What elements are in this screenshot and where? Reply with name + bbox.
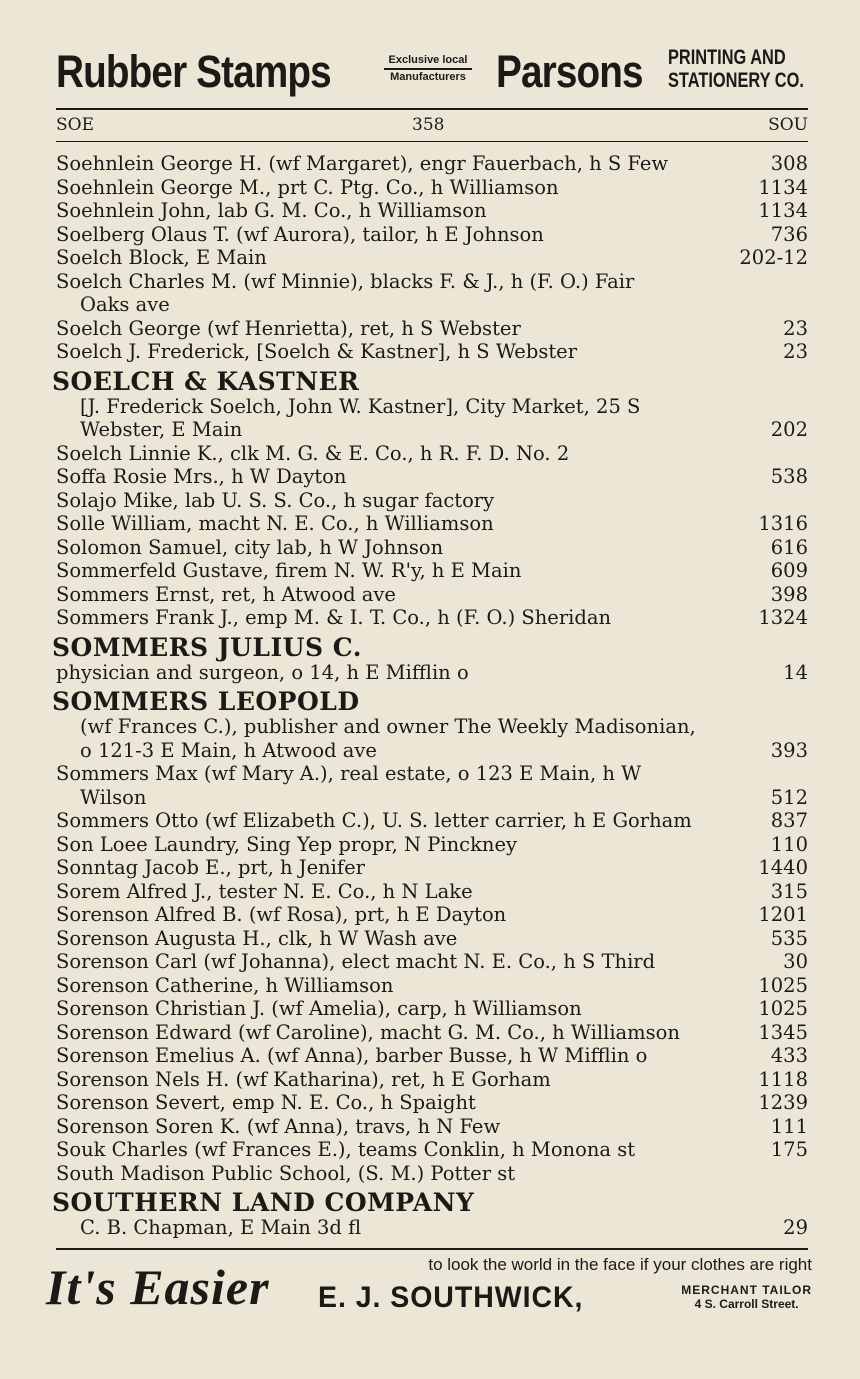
entry-number: 512 xyxy=(770,785,808,809)
ad-tagline: to look the world in the face if your clothes are right xyxy=(428,1255,812,1274)
directory-entry xyxy=(56,1044,808,1068)
business-heading xyxy=(52,364,808,396)
tailor-block xyxy=(681,1283,812,1311)
entry-text: Sorenson Catherine, h Williamson xyxy=(56,973,394,997)
bottom-advertisement xyxy=(46,1255,812,1319)
company-name xyxy=(668,46,804,92)
directory-entry xyxy=(56,559,808,583)
entry-text: physician and surgeon, o 14, h E Mifflin o xyxy=(56,660,469,684)
directory-entry xyxy=(56,833,808,857)
header-rule xyxy=(56,141,808,142)
entry-number: 837 xyxy=(770,809,808,832)
entry-text: SOELCH & KASTNER xyxy=(52,366,360,396)
entry-text: Wilson xyxy=(80,785,147,809)
entry-number: 398 xyxy=(770,582,808,606)
top-advertisement xyxy=(56,40,812,102)
entry-text: Sommers Otto (wf Elizabeth C.), U. S. letter carrier, h E Gorham xyxy=(56,809,692,832)
business-heading xyxy=(52,1185,808,1217)
entry-number: 110 xyxy=(770,832,808,856)
entry-text: Sorenson Christian J. (wf Amelia), carp, h Williamson xyxy=(56,997,582,1020)
directory-entry xyxy=(56,465,808,489)
entry-number: 111 xyxy=(770,1114,808,1138)
entry-number: 308 xyxy=(770,152,808,175)
directory-entry xyxy=(56,762,808,786)
entry-text: Soelch Block, E Main xyxy=(56,246,267,269)
entry-text: Sommers Max (wf Mary A.), real estate, o 123 E Main, h W xyxy=(56,762,642,785)
entry-text: Soehnlein George M., prt C. Ptg. Co., h Williamson xyxy=(56,175,559,199)
directory-entry xyxy=(56,903,808,927)
entry-number: 1025 xyxy=(758,973,808,997)
entry-text: C. B. Chapman, E Main 3d fl xyxy=(80,1216,362,1239)
directory-entry xyxy=(56,1021,808,1045)
entry-text: Sorem Alfred J., tester N. E. Co., h N Lake xyxy=(56,879,473,903)
directory-entry xyxy=(56,856,808,880)
entry-text: SOMMERS JULIUS C. xyxy=(52,632,362,662)
directory-entry xyxy=(56,317,808,341)
directory-entry xyxy=(56,223,808,247)
entry-text: o 121-3 E Main, h Atwood ave xyxy=(80,738,377,762)
tagline-bottom: Manufacturers xyxy=(390,71,466,83)
entry-number: 736 xyxy=(770,222,808,246)
entry-number: 1316 xyxy=(758,512,808,535)
directory-entry xyxy=(56,661,808,685)
entry-number: 535 xyxy=(770,926,808,950)
entry-number: 23 xyxy=(783,340,808,363)
entry-text: Sorenson Edward (wf Caroline), macht G. M. Co., h Williamson xyxy=(56,1020,680,1044)
directory-entry xyxy=(56,176,808,200)
entry-number: 1324 xyxy=(758,606,808,629)
entry-number: 1118 xyxy=(758,1067,808,1091)
entry-text: SOMMERS LEOPOLD xyxy=(52,687,360,716)
entry-text: Solajo Mike, lab U. S. S. Co., h sugar factory xyxy=(56,488,495,512)
entry-continuation xyxy=(56,418,808,442)
entry-text: [J. Frederick Soelch, John W. Kastner], City Market, 25 S xyxy=(80,394,641,418)
directory-entry xyxy=(56,152,808,176)
company-line-2: STATIONERY CO. xyxy=(668,69,804,92)
entry-text: Sorenson Emelius A. (wf Anna), barber Busse, h W Mifflin o xyxy=(56,1044,648,1067)
entry-text: Soelch J. Frederick, [Soelch & Kastner], h S Webster xyxy=(56,340,578,363)
entry-text: Sorenson Carl (wf Johanna), elect macht N. E. Co., h S Third xyxy=(56,950,656,973)
entry-text: Sommers Ernst, ret, h Atwood ave xyxy=(56,582,396,606)
directory-entry xyxy=(56,1091,808,1115)
entry-number: 609 xyxy=(770,559,808,582)
entry-text: Soehnlein George H. (wf Margaret), engr Fauerbach, h S Few xyxy=(56,152,669,175)
entry-number: 29 xyxy=(783,1216,808,1239)
directory-entry xyxy=(56,927,808,951)
business-name: E. J. SOUTHWICK, xyxy=(318,1281,584,1314)
entry-number: 1239 xyxy=(758,1091,808,1114)
entry-text: Webster, E Main xyxy=(80,418,243,441)
directory-entry xyxy=(56,395,808,419)
entry-number: 175 xyxy=(770,1138,808,1161)
entry-text: Solle William, macht N. E. Co., h Williamson xyxy=(56,512,494,535)
directory-entry xyxy=(56,1138,808,1162)
directory-entry xyxy=(56,1068,808,1092)
entry-text: Son Loee Laundry, Sing Yep propr, N Pinckney xyxy=(56,832,518,856)
directory-entry xyxy=(56,606,808,630)
entry-number: 1134 xyxy=(758,175,808,199)
tagline-divider xyxy=(384,68,472,70)
trade-label: MERCHANT TAILOR xyxy=(681,1283,812,1297)
entry-number: 433 xyxy=(770,1044,808,1067)
directory-entry xyxy=(56,880,808,904)
entry-continuation xyxy=(56,293,808,317)
entry-text: Soelberg Olaus T. (wf Aurora), tailor, h E Johnson xyxy=(56,222,544,246)
tagline-top: Exclusive local xyxy=(388,54,468,66)
entry-text: Sorenson Augusta H., clk, h W Wash ave xyxy=(56,926,458,950)
entry-text: Sorenson Alfred B. (wf Rosa), prt, h E Dayton xyxy=(56,903,507,926)
directory-entry xyxy=(56,715,808,739)
entry-text: Sorenson Severt, emp N. E. Co., h Spaight xyxy=(56,1091,476,1114)
business-heading xyxy=(52,630,808,662)
exclusive-tagline xyxy=(378,54,478,84)
entry-number: 315 xyxy=(770,879,808,903)
directory-entry xyxy=(56,489,808,513)
entry-text: Soffa Rosie Mrs., h W Dayton xyxy=(56,465,347,488)
directory-entry xyxy=(56,199,808,223)
entry-number: 1134 xyxy=(758,199,808,222)
directory-entry xyxy=(56,997,808,1021)
parsons-title: Parsons xyxy=(496,46,643,97)
entry-text: Oaks ave xyxy=(80,293,170,316)
directory-entry xyxy=(56,340,808,364)
business-heading xyxy=(52,684,808,716)
entry-continuation xyxy=(56,739,808,763)
entry-number: 1025 xyxy=(758,997,808,1020)
directory-entry xyxy=(56,536,808,560)
entry-text: Solomon Samuel, city lab, h W Johnson xyxy=(56,535,444,559)
entry-text: Sommers Frank J., emp M. & I. T. Co., h (F. O.) Sheridan xyxy=(56,606,612,629)
entry-text: SOUTHERN LAND COMPANY xyxy=(52,1188,475,1217)
directory-entry xyxy=(56,442,808,466)
directory-entry xyxy=(56,1216,808,1240)
street-address: 4 S. Carroll Street. xyxy=(694,1297,799,1311)
entry-text: Sorenson Nels H. (wf Katharina), ret, h E Gorham xyxy=(56,1067,551,1091)
directory-entry xyxy=(56,246,808,270)
page-number: 358 xyxy=(412,115,445,135)
directory-entry xyxy=(56,1162,808,1186)
entry-number: 14 xyxy=(783,660,808,684)
entry-number: 202 xyxy=(770,418,808,441)
entry-number: 1201 xyxy=(758,903,808,926)
directory-entry xyxy=(56,809,808,833)
entry-text: South Madison Public School, (S. M.) Potter st xyxy=(56,1161,516,1185)
entry-text: (wf Frances C.), publisher and owner The Weekly Madisonian, xyxy=(80,715,696,738)
entry-text: Sorenson Soren K. (wf Anna), travs, h N Few xyxy=(56,1114,501,1138)
entry-number: 393 xyxy=(770,738,808,762)
entry-continuation xyxy=(56,786,808,810)
entry-text: Sonntag Jacob E., prt, h Jenifer xyxy=(56,856,366,879)
entry-text: Soelch Linnie K., clk M. G. & E. Co., h R. F. D. No. 2 xyxy=(56,441,570,465)
directory-entry xyxy=(56,270,808,294)
entry-text: Soelch George (wf Henrietta), ret, h S Webster xyxy=(56,316,521,340)
entry-number: 23 xyxy=(783,316,808,340)
entry-number: 1440 xyxy=(758,856,808,879)
left-guide-word: SOE xyxy=(56,115,94,135)
entry-text: Souk Charles (wf Frances E.), teams Conklin, h Monona st xyxy=(56,1138,636,1161)
entry-text: Soehnlein John, lab G. M. Co., h Williamson xyxy=(56,199,487,222)
right-guide-word: SOU xyxy=(768,115,808,135)
directory-entry xyxy=(56,512,808,536)
entry-number: 1345 xyxy=(758,1020,808,1044)
directory-entry xyxy=(56,974,808,998)
entry-text: Sommerfeld Gustave, firem N. W. R'y, h E Main xyxy=(56,559,522,582)
entry-number: 616 xyxy=(770,535,808,559)
running-header xyxy=(56,113,808,139)
easier-slogan: It's Easier xyxy=(46,1259,270,1315)
rubber-stamps-title: Rubber Stamps xyxy=(56,46,331,97)
directory-entry xyxy=(56,1115,808,1139)
entry-text: Soelch Charles M. (wf Minnie), blacks F. & J., h (F. O.) Fair xyxy=(56,269,635,293)
bottom-ad-rule xyxy=(56,1248,808,1250)
directory-entry xyxy=(56,583,808,607)
company-line-1: PRINTING AND xyxy=(668,46,786,69)
directory-entry xyxy=(56,950,808,974)
entry-number: 202-12 xyxy=(739,246,808,269)
top-ad-rule xyxy=(56,108,808,110)
directory-listing xyxy=(52,152,808,1240)
entry-number: 538 xyxy=(770,465,808,488)
entry-number: 30 xyxy=(783,950,808,973)
